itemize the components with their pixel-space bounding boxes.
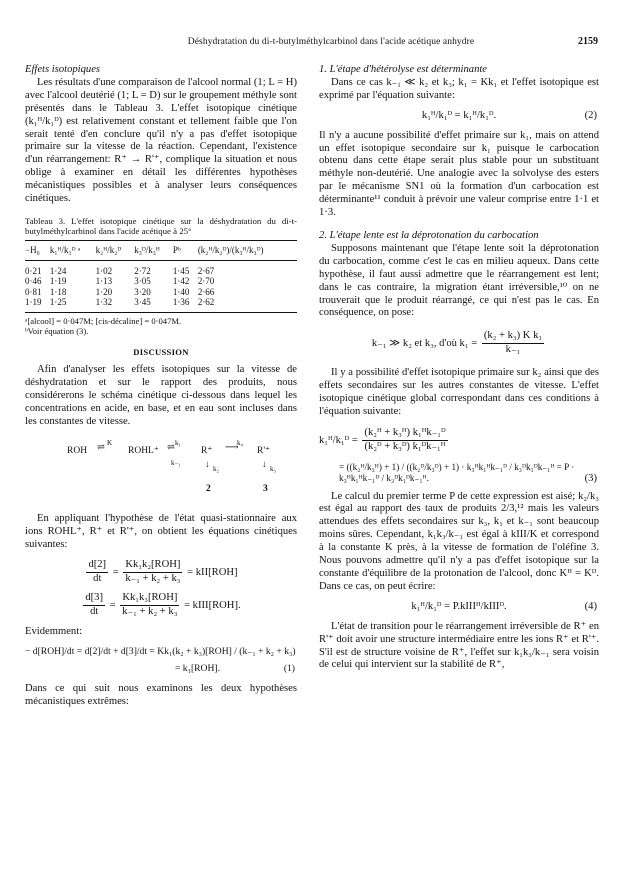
- table-cell: 3·45: [134, 297, 173, 312]
- table-cell: 3·05: [134, 276, 151, 287]
- left-column: [25, 64, 297, 709]
- scheme-product-3: 3: [263, 483, 268, 494]
- table-cell: 0·21: [25, 265, 42, 276]
- frac-num: (k₂ + k₃) K k₁: [482, 330, 544, 344]
- table-cell: 1·19: [25, 297, 50, 312]
- equation-4: [319, 601, 599, 614]
- table-header-cell: (k₂ᴴ/k₂ᴰ)/(k₃ᴴ/k₃ᴰ): [198, 240, 297, 260]
- scheme-r-plus: R⁺: [201, 445, 213, 456]
- scheme-arrow-down-2: ↓: [205, 459, 210, 470]
- table-cell: 1·45: [172, 265, 190, 276]
- paragraph: Supposons maintenant que l'étape lente soit la déprotonation du carbocation, comme c'est le cas en milieu aqueux. Dans cette hypothèse, il faut aussi admettre que le réarrangement est lent; dans le cas contraire, la migration étant irréversible,¹⁰ on ne trouverait que le produit réarrangé, ce qui n'est pas le cas. En conséquence, on pose:: [319, 242, 599, 319]
- table-row: [25, 260, 297, 276]
- table-cell: 0·81: [25, 286, 42, 297]
- table-cell: 1·13: [95, 276, 113, 287]
- equation-1-line-2: = k₁[ROH].: [175, 663, 220, 675]
- equation-d2-dt: $\frac{d[2]}{dt}$ = $\frac{\text{Kk₁k₂[ROH]}}{\text{k₋₁ + k₂ + k₃}}$ = kII[ROH]: [88, 558, 238, 584]
- condition-lhs: k₋₁ ≫ k₂ et k₃, d'où k₁ =: [371, 338, 478, 350]
- frac-num: Kk₁k₂[ROH]: [123, 559, 182, 573]
- table-row: [25, 276, 297, 287]
- paragraph: Afin d'analyser les effets isotopiques sur la vitesse de déshydratation et sur le rapport des produits, nous considérerons le schéma cinétique ci-dessous dans lequel les concentrations en acide, en base, et en eau sont incluses dans les constantes de vitesse.: [25, 364, 297, 428]
- equation-2-body: k₁ᴴ/k₁ᴰ = k₁ᴴ/k₁ᴰ.: [421, 109, 497, 121]
- scheme-km1: k₋₁: [171, 458, 181, 467]
- frac-num: Kk₁k₃[ROH]: [120, 592, 179, 606]
- condition-equation: [319, 330, 599, 357]
- table-cell: 2·62: [198, 297, 297, 312]
- scheme-arrow-rearrangement: ⟶: [225, 442, 239, 453]
- equation-1-line-1: − d[ROH]/dt = d[2]/dt + d[3]/dt = Kk₁(k₂ + k₃)[ROH] / (k₋₁ + k₂ + k₃): [25, 646, 296, 658]
- scheme-arrow-down-3: ↓: [262, 459, 267, 470]
- table-cell: 1·42: [172, 276, 190, 287]
- frac-den: k₋₁: [505, 344, 521, 356]
- equation-d3-dt: $\frac{d[3]}{dt}$ = $\frac{\text{Kk₁k₃[ROH]}}{\text{k₋₁ + k₂ + k₃}}$ = kIII[ROH].: [85, 592, 241, 618]
- frac-num: d[2]: [86, 559, 108, 573]
- equation-3: [319, 427, 599, 484]
- table-footnote-a: ᵃ[alcool] = 0·047M; [cis-décaline] = 0·047M.: [25, 315, 182, 326]
- table-footnote-b: ᵇVoir équation (3).: [25, 326, 89, 337]
- scheme-equilibrium-arrow-2: ⇌: [167, 442, 175, 453]
- table-cell: 1·18: [49, 286, 67, 297]
- equation-3-lhs: k₁ᴴ/k₁ᴰ =: [319, 434, 358, 446]
- isotope-effect-table: [25, 240, 297, 313]
- paragraph: Les résultats d'une comparaison de l'alcool normal (1; L = H) avec l'alcool deutérié (1; L = D) sur le groupement méthyle sont présentés dans le Tableau 3. L'effet isotopique cinétique (k₁ᴴ/k₁ᴰ) est relativement constant et tellement faible que l'on serait tenté d'en conclure qu'il n'y a pas d'effet isotopique primaire sur la vitesse de la réaction. Cependant, l'existence d'un réarrangement: R⁺ → R'⁺, complique la situation et nous oblige à examiner en détail les différentes hypothèses mécanistiques possibles et à analyser leurs conséquences cinétiques.: [25, 76, 297, 205]
- equation-rhs: = kII[ROH]: [187, 566, 238, 578]
- scheme-equilibrium-arrow-1: ⇌: [97, 442, 105, 453]
- table-header-cell: k₂ᴴ/k₂ᴰ: [96, 240, 135, 260]
- equation-number: (2): [584, 109, 597, 121]
- table-header-row: [25, 240, 297, 260]
- frac-den: dt: [93, 572, 102, 584]
- table-cell: 1·20: [95, 286, 113, 297]
- table-row: [25, 287, 297, 298]
- table-cell: 1·19: [49, 276, 67, 287]
- scheme-k4: k₄: [237, 438, 243, 447]
- table-caption: Tableau 3. L'effet isotopique cinétique sur la déshydratation du di-t-butylméthylcarbinol dans l'acide acétique à 25°: [25, 215, 297, 237]
- equation-number: (4): [584, 600, 597, 612]
- scheme-k1: k₁: [175, 438, 181, 447]
- equation-number: (3): [584, 472, 597, 484]
- paragraph: L'état de transition pour le réarrangement irréversible de R⁺ en R'⁺ doit avoir une structure intermédiaire entre les ions R⁺ et R'⁺. S'il est de structure voisine de R⁺, l'effet sur k₁k₃/k₋₁ sera voisin de celui qui intervient sur la stabilité de R⁺,: [319, 620, 599, 671]
- table-cell: 2·72: [134, 265, 151, 276]
- scheme-roh: ROH: [67, 445, 88, 456]
- table-cell: 2·70: [197, 276, 215, 287]
- table-cell: 1·25: [50, 297, 96, 312]
- paragraph: Evidemment:: [25, 626, 83, 638]
- equation-number: (1): [283, 663, 295, 675]
- paragraph: Il n'y a aucune possibilité d'effet primaire sur k₁, mais on attend un effet isotopique secondaire sur k₁ puisque le carbocation obtenu dans cette étape serait plus stable pour un substituant méthyle non-deutérié. Une analogie avec la solvolyse des esters par le mécanisme SN1 où la formation d'un carbocation est déterminante¹¹ conduit à prévoir une valeur comprise entre 1·1 et 1·3.: [319, 129, 599, 219]
- paragraph: En appliquant l'hypothèse de l'état quasi-stationnaire aux ions ROHL⁺, R⁺ et R'⁺, on obtient les équations cinétiques suivantes:: [25, 512, 297, 550]
- frac-num: (k₂ᴴ + k₃ᴴ) k₁ᴴk₋₁ᴰ: [362, 427, 447, 441]
- page-number: 2159: [578, 36, 598, 47]
- frac-den: k₋₁ + k₂ + k₃: [125, 572, 181, 584]
- table-row: [25, 297, 297, 312]
- frac-den: (k₂ᴰ + k₃ᴰ) k₁ᴰk₋₁ᴴ: [364, 440, 446, 452]
- paragraph: Dans ce cas k₋₁ ≪ k₂ et k₃; k₁ = Kk₁ et l'effet isotopique est exprimé par l'équation suivante:: [319, 76, 599, 101]
- table-header-cell: k₃ᴰ/k₃ᴴ: [134, 240, 173, 260]
- table-cell: 3·20: [134, 286, 151, 297]
- equation-2: [319, 110, 599, 123]
- table-body: [25, 260, 297, 312]
- paragraph: Dans ce qui suit nous examinons les deux hypothèses mécanistiques extrêmes:: [25, 683, 297, 707]
- right-column: [319, 64, 599, 672]
- equation-4-body: k₁ᴴ/k₁ᴰ = P.kIIIᴴ/kIIIᴰ.: [411, 600, 507, 612]
- equation-3-line-2: = ((k₂ᴴ/k₃ᴴ) + 1) / ((k₂ᴰ/k₃ᴰ) + 1) · k₃ᴴk₁ᴴk₋₁ᴰ / k₃ᴰk₁ᴰk₋₁ᴴ = P · k₃ᴴk₁ᴴk₋₁ᴰ / k₃ᴰk₁ᴰk₋₁ᴴ.: [339, 461, 575, 483]
- discussion-heading: DISCUSSION: [133, 346, 189, 357]
- table-cell: 0·46: [25, 276, 42, 287]
- table-cell: 1·32: [96, 297, 135, 312]
- table-cell: 2·66: [197, 286, 215, 297]
- paragraph: Le calcul du premier terme P de cette expression est aisé; k₂/k₃ est égal au rapport des taux de produits 2/3,¹² mais les valeurs attendues des effets secondaires sur k₃, k₁ et k₋₁ sont beaucoup moins sûres. Cependant, k₁k₃/k₋₁ est égal à kIII/K et correspond à la constante K près, à la vitesse de formation de l'oléfine 3. Nous pouvons admettre qu'il n'y a pas d'effet isotopique sur la constante d'équilibre de la protonation de l'alcool, donc Kᴴ = Kᴰ. Dans ce cas, on peut écrire:: [319, 490, 599, 592]
- subsection-title-1: 1. L'étape d'hétérolyse est déterminante: [319, 64, 488, 75]
- table-header-cell: k₁ᴴ/k₁ᴰ ᵃ: [50, 240, 96, 260]
- subsection-title-2: 2. L'étape lente est la déprotonation du carbocation: [319, 229, 539, 241]
- kinetic-scheme: [25, 437, 297, 505]
- paragraph: Il y a possibilité d'effet isotopique primaire sur k₂ ainsi que des effets secondaires sur les autres constantes de vitesse. L'effet isotopique cinétique global correspondant dans ces conditions à l'équation suivante:: [319, 367, 599, 417]
- frac-den: k₋₁ + k₂ + k₃: [122, 606, 178, 618]
- equation-rhs: = kIII[ROH].: [184, 600, 241, 612]
- scheme-r-prime: R'⁺: [257, 445, 271, 456]
- scheme-k-label: K: [107, 438, 113, 447]
- frac-den: dt: [90, 606, 99, 618]
- section-title-effets-isotopiques: Effets isotopiques: [25, 64, 101, 75]
- scheme-k2: k₂: [213, 464, 219, 473]
- table-cell: 1·40: [172, 286, 190, 297]
- table-cell: 2·67: [197, 265, 215, 276]
- running-title: Déshydratation du di-t-butylméthylcarbinol dans l'acide acétique anhydre: [187, 37, 475, 47]
- table-cell: 1·36: [173, 297, 198, 312]
- table-cell: 1·24: [49, 265, 67, 276]
- scheme-product-2: 2: [206, 483, 211, 494]
- scheme-rohl: ROHL⁺: [128, 445, 159, 456]
- table-header-cell: Pᵇ: [173, 240, 198, 260]
- equation-1: [25, 646, 297, 676]
- page-header: [80, 36, 598, 50]
- table-header-cell: −H₀: [25, 240, 50, 260]
- scheme-k3: k₃: [270, 464, 276, 473]
- table-cell: 1·02: [95, 265, 113, 276]
- frac-num: d[3]: [83, 592, 105, 606]
